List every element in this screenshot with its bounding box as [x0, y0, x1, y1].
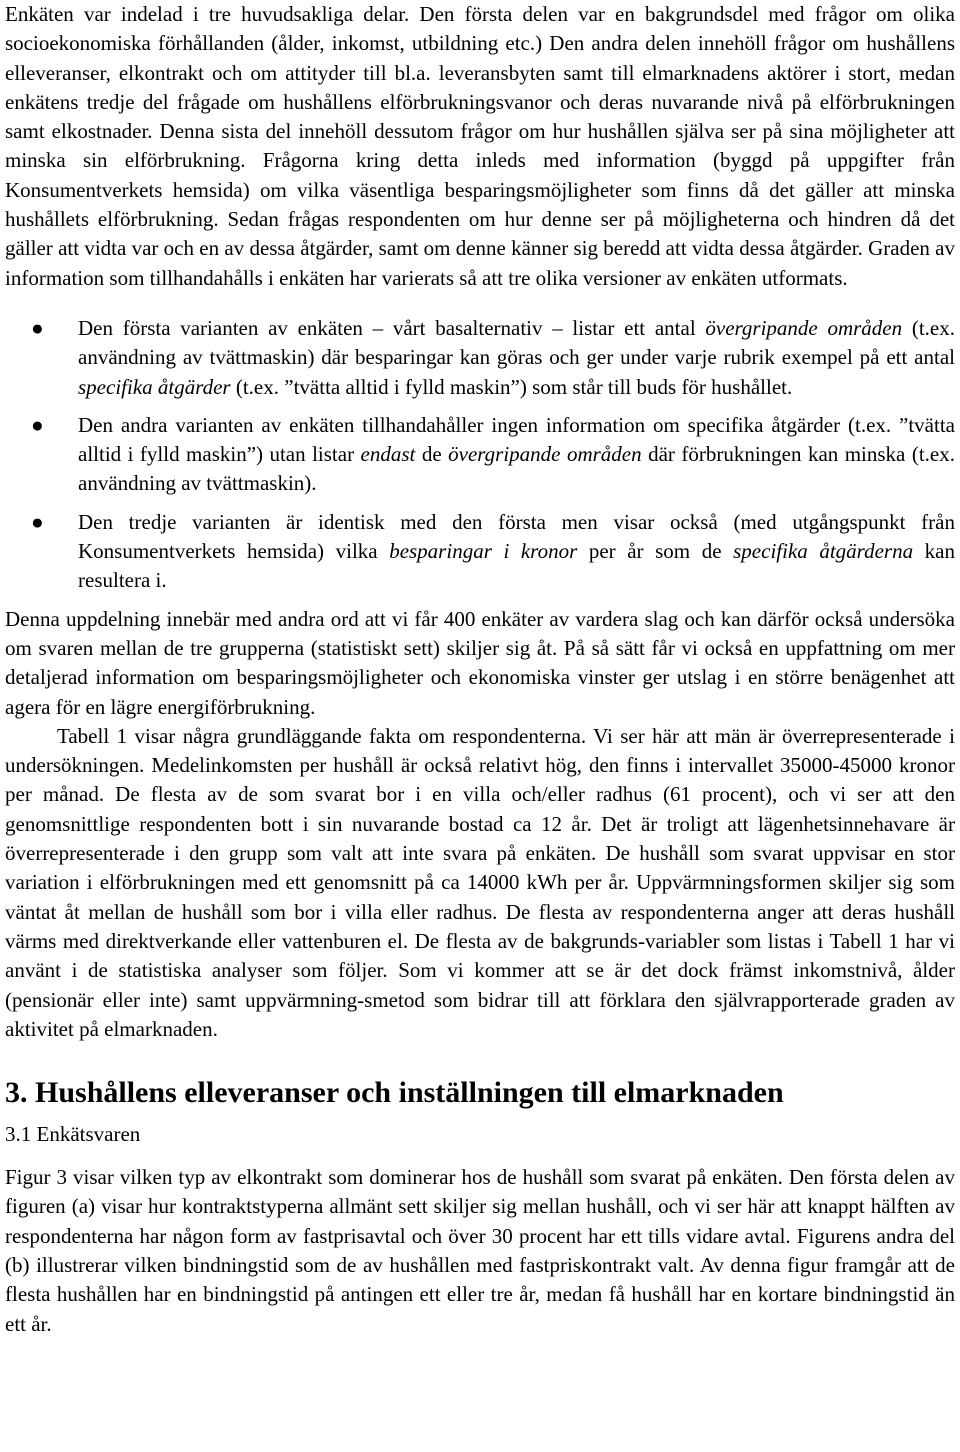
section-heading: 3. Hushållens elleveranser och inställningen till elmarknaden	[5, 1076, 784, 1110]
variant-1-emphasis-a: övergripande områden	[705, 315, 903, 340]
grouping-paragraph: Denna uppdelning innebär med andra ord att vi får 400 enkäter av vardera slag och kan därför också undersöka om svaren mellan de tre grupperna (statistiskt sett) skiljer sig åt. På så sätt får vi också en uppfattning om mer detaljerad information om besparingsmöjligheter och ekonomiska vinster ger utslag i en större benägenhet att agera för en lägre energiförbrukning.	[5, 606, 955, 719]
variant-2-emphasis-b: övergripande områden	[448, 442, 642, 467]
subsection-heading: 3.1 Enkätsvaren	[5, 1122, 141, 1147]
variant-2-text-c: där förbrukningen kan minska (t.ex. användning av tvättmaskin).	[78, 442, 955, 496]
variant-1-emphasis-b: specifika åtgärder	[78, 374, 231, 399]
list-item-variant-1	[5, 314, 955, 402]
variant-1-text-b: (t.ex. användning av tvättmaskin) där besparingar kan göras och ger under varje rubrik exempel på ett antal	[78, 315, 955, 370]
variant-3-text-b: per år som de	[577, 539, 734, 564]
variant-2-text-b: de	[415, 442, 449, 467]
figure-description-paragraph: Figur 3 visar vilken typ av elkontrakt som dominerar hos de hushåll som svarat på enkäten. Den första delen av figuren (a) visar hur kontraktstyperna allmänt sett skiljer sig mellan hushåll, och vi ser här att knappt hälften av respondenterna har någon form av fastprisavtal och över 30 procent har ett tills vidare avtal. Figurens andra del (b) illustrerar vilken bindningstid som de av hushållen med fastpriskontrakt valt. Av denna figur framgår att de flesta hushållen har en bindningstid på antingen ett eller tre år, medan få hushåll har en kortare bindningstid än ett år.	[5, 1165, 955, 1336]
bullet-dot-icon: ●	[31, 509, 44, 534]
list-item-variant-2	[5, 411, 955, 499]
variant-3-emphasis-a: besparingar i kronor	[389, 539, 578, 564]
spacer	[5, 1149, 955, 1163]
intro-paragraph: Enkäten var indelad i tre huvudsakliga delar. Den första delen var en bakgrundsdel med frågor om olika socioekonomiska förhållanden (ålder, inkomst, utbildning etc.) Den andra delen innehöll frågor om hushållens elleveranser, elkontrakt och om attityder till bl.a. leveransbyten samt till elmarknadens aktörer i stort, medan enkätens tredje del frågade om hushållens elförbrukningsvanor och deras nuvarande nivå på elförbrukningen samt elkostnader. Denna sista del innehöll dessutom frågor om hur hushållen själva ser på sina möjligheter att minska sin elförbrukning. Frågorna kring detta inleds med information (byggd på uppgifter från Konsumentverkets hemsida) om vilka väsentliga besparingsmöjligheter som finns då det gäller att minska hushållets elförbrukning. Sedan frågas respondenten om hur denne ser på möjligheterna och hindren då det gäller att vidta var och en av dessa åtgärder, samt om denne känner sig beredd att vidta dessa åtgärder. Graden av information som tillhandahålls i enkäten har varierats så att tre olika versioner av enkäten utformats.	[5, 2, 955, 290]
variant-2-emphasis-a: endast	[360, 442, 416, 467]
variant-2-text-a: Den andra varianten av enkäten tillhandahåller ingen information om specifika åtgärder (t.ex. ”tvätta alltid i fylld maskin”) utan listar	[78, 412, 955, 467]
bullet-dot-icon: ●	[31, 315, 44, 340]
variant-3-text-a: Den tredje varianten är identisk med den första men visar också (med utgångspunkt från Konsumentverkets hemsida) vilka	[78, 509, 955, 564]
variant-1-text-a: Den första varianten av enkäten – vårt basalternativ – listar ett antal	[78, 315, 706, 340]
questionnaire-variants-list	[5, 314, 955, 596]
variant-3-emphasis-b: specifika åtgärderna	[733, 539, 914, 564]
table-summary-paragraph: Tabell 1 visar några grundläggande fakta om respondenterna. Vi ser här att män är överrepresenterade i undersökningen. Medelinkomsten per hushåll är också relativt hög, den finns i intervallet 35000-45000 kronor per månad. De flesta av de som svarat bor i en villa och/eller radhus (61 procent), och vi ser att den genomsnittlige respondenten bott i sin nuvarande bostad ca 12 år. Det är troligt att lägenhetsinnehavare är överrepresenterade i den grupp som valt att inte svara på enkäten. De hushåll som svarat uppvisar en stor variation i elförbrukningen med ett genomsnitt på ca 14000 kWh per år. Uppvärmningsformen skiljer sig som väntat åt mellan de hushåll som bor i villa eller radhus. De flesta av respondenterna anger att deras hushåll värms med direktverkande eller vattenburen el. De flesta av de bakgrunds-variabler som listas i Tabell 1 har vi använt i de statistiska analyser som följer. Som vi kommer att se är det dock främst inkomstnivå, ålder (pensionär eller inte) samt uppvärmning-smetod som bidrar till att förklara den självrapporterade graden av aktivitet på elmarknaden.	[5, 723, 955, 1041]
bullet-dot-icon: ●	[31, 412, 44, 437]
variant-1-text-c: (t.ex. ”tvätta alltid i fylld maskin”) som står till buds för hushållet.	[230, 374, 793, 399]
variant-3-text-c: kan resultera i.	[78, 539, 955, 593]
list-item-variant-3	[5, 508, 955, 596]
